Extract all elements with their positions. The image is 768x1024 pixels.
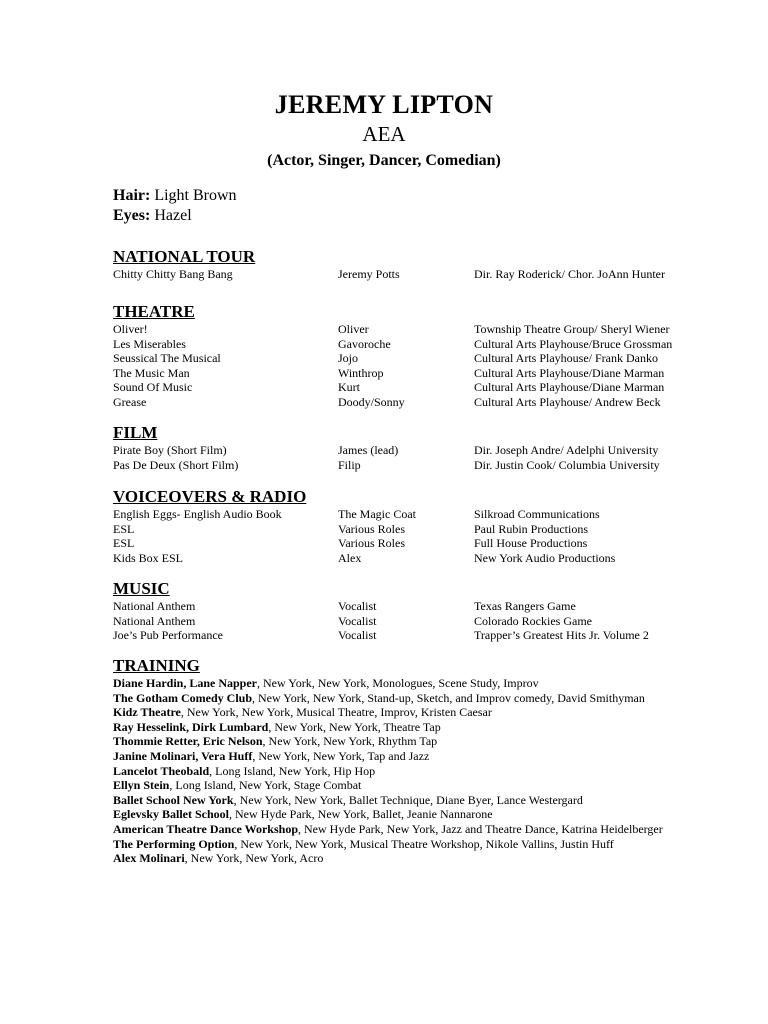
training-item (113, 778, 673, 793)
credit-row (113, 522, 713, 537)
section-title: NATIONAL TOUR (113, 247, 256, 266)
credit-role: Oliver (338, 322, 369, 336)
physical-stats (113, 186, 237, 226)
credit-row (113, 458, 713, 473)
training-detail: , New York, New York, Ballet Technique, Diane Byer, Lance Westergard (233, 792, 583, 807)
credit-company: Dir. Justin Cook/ Columbia University (474, 457, 660, 472)
training-name: The Performing Option (113, 836, 235, 851)
section-voiceovers (113, 487, 713, 565)
credit-row (113, 536, 713, 551)
section-title: FILM (113, 423, 158, 442)
training-name: Diane Hardin, Lane Napper (113, 676, 258, 690)
section-national-tour (113, 247, 713, 282)
training-item (113, 793, 673, 808)
credit-title: Pas De Deux (Short Film) (113, 457, 239, 472)
section-title: TRAINING (113, 656, 200, 675)
section-music (113, 579, 713, 643)
credit-role: Vocalist (338, 599, 377, 613)
credit-role: Gavoroche (338, 336, 391, 351)
credit-title: ESL (113, 536, 135, 551)
credit-title: Kids Box ESL (113, 550, 184, 565)
credit-title: Pirate Boy (Short Film) (113, 443, 227, 457)
training-detail: , Long Island, New York, Stage Combat (169, 778, 362, 793)
credit-row (113, 599, 713, 614)
hair-label: Hair: (113, 187, 151, 204)
training-name: Ray Hesselink, Dirk Lumbard (113, 719, 269, 734)
credit-role: Various Roles (338, 521, 405, 536)
credit-row (113, 443, 713, 458)
credit-role: Alex (338, 550, 362, 565)
training-name: Janine Molinari, Vera Huff (113, 748, 253, 763)
training-item (113, 676, 673, 691)
credit-title: Chitty Chitty Bang Bang (113, 267, 233, 281)
credit-role: Jeremy Potts (338, 267, 400, 281)
credit-row (113, 507, 713, 522)
training-name: Alex Molinari (113, 851, 185, 866)
credit-title: Grease (113, 394, 147, 409)
training-name: Ballet School New York (113, 792, 234, 807)
credit-rows (113, 322, 713, 410)
credit-title: The Music Man (113, 365, 190, 380)
credit-role: Various Roles (338, 536, 405, 551)
training-detail: , New Hyde Park, New York, Jazz and Theatre Dance, Katrina Heidelberger (298, 821, 663, 836)
training-item (113, 691, 673, 706)
credit-row (113, 322, 713, 337)
training-item (113, 705, 673, 720)
credit-role: Doody/Sonny (338, 394, 405, 409)
credit-title: English Eggs- English Audio Book (113, 507, 282, 521)
credit-company: Dir. Joseph Andre/ Adelphi University (474, 443, 659, 457)
credit-rows (113, 507, 713, 565)
credit-role: Kurt (338, 380, 360, 395)
credit-title: National Anthem (113, 613, 196, 628)
section-title: THEATRE (113, 302, 195, 321)
training-name: The Gotham Comedy Club (113, 690, 253, 705)
training-detail: , New York, New York, Stand-up, Sketch, and Improv comedy, David Smithyman (252, 690, 645, 705)
training-item (113, 734, 673, 749)
credit-role: Vocalist (338, 613, 377, 628)
credit-title: Seussical The Musical (113, 351, 221, 366)
training-item (113, 851, 673, 866)
training-detail: , New York, New York, Rhythm Tap (262, 734, 438, 749)
performer-name: JEREMY LIPTON (274, 90, 494, 119)
section-film (113, 423, 713, 472)
training-item (113, 837, 673, 852)
credit-company: Cultural Arts Playhouse/ Andrew Beck (474, 394, 661, 409)
training-item (113, 822, 673, 837)
credit-rows (113, 267, 713, 282)
credit-company: Township Theatre Group/ Sheryl Wiener (474, 322, 670, 336)
hair-value: Light Brown (150, 187, 237, 204)
training-item (113, 807, 673, 822)
credit-row (113, 267, 713, 282)
training-item (113, 764, 673, 779)
training-name: Kidz Theatre (113, 705, 181, 720)
training-detail: , New Hyde Park, New York, Ballet, Jeanie Nannarone (229, 807, 493, 822)
credit-row (113, 551, 713, 566)
section-title: MUSIC (113, 579, 170, 598)
training-name: Eglevsky Ballet School (113, 807, 230, 822)
union-affiliation: AEA (362, 122, 406, 146)
credit-company: Full House Productions (474, 536, 588, 551)
training-name: Lancelot Theobald (113, 763, 210, 778)
credit-company: New York Audio Productions (474, 550, 616, 565)
training-name: American Theatre Dance Workshop (113, 821, 298, 836)
credit-row (113, 614, 713, 629)
credit-company: Paul Rubin Productions (474, 521, 589, 536)
credit-company: Cultural Arts Playhouse/Diane Marman (474, 365, 665, 380)
credit-row (113, 351, 713, 366)
credit-role: The Magic Coat (338, 507, 416, 521)
eyes-value: Hazel (150, 207, 192, 224)
credit-title: Sound Of Music (113, 380, 193, 395)
credit-company: Dir. Ray Roderick/ Chor. JoAnn Hunter (474, 267, 665, 281)
training-detail: , New York, New York, Acro (184, 851, 324, 866)
training-detail: , New York, New York, Theatre Tap (268, 719, 441, 734)
credit-row (113, 380, 713, 395)
credit-rows (113, 599, 713, 643)
credit-company: Cultural Arts Playhouse/Bruce Grossman (474, 336, 673, 351)
credit-row (113, 337, 713, 352)
training-item (113, 749, 673, 764)
credit-role: Winthrop (338, 365, 384, 380)
credit-role: James (lead) (338, 443, 399, 457)
credit-rows (113, 443, 713, 472)
hair-line (113, 186, 237, 206)
credit-title: Joe’s Pub Performance (113, 628, 223, 643)
credit-row (113, 395, 713, 410)
training-detail: , New York, New York, Musical Theatre, Improv, Kristen Caesar (180, 705, 492, 720)
performer-roles: (Actor, Singer, Dancer, Comedian) (267, 152, 501, 169)
credit-company: Colorado Rockies Game (474, 613, 592, 628)
training-detail: , New York, New York, Monologues, Scene Study, Improv (257, 676, 539, 690)
training-name: Ellyn Stein (113, 778, 170, 793)
credit-company: Cultural Arts Playhouse/Diane Marman (474, 380, 665, 395)
training-item (113, 720, 673, 735)
credit-role: Vocalist (338, 628, 377, 643)
credit-company: Cultural Arts Playhouse/ Frank Danko (474, 351, 658, 366)
resume-header (0, 90, 768, 171)
credit-role: Jojo (338, 351, 359, 366)
eyes-label: Eyes: (113, 207, 151, 224)
credit-company: Trapper’s Greatest Hits Jr. Volume 2 (474, 628, 649, 643)
credit-company: Silkroad Communications (474, 507, 600, 521)
training-detail: , New York, New York, Musical Theatre Workshop, Nikole Vallins, Justin Huff (234, 836, 614, 851)
credit-row (113, 366, 713, 381)
credit-row (113, 628, 713, 643)
eyes-line (113, 206, 237, 226)
credit-title: National Anthem (113, 599, 196, 613)
training-name: Thommie Retter, Eric Nelson (113, 734, 263, 749)
training-detail: , New York, New York, Tap and Jazz (252, 748, 430, 763)
credit-title: ESL (113, 521, 135, 536)
section-training (113, 656, 673, 866)
credit-company: Texas Rangers Game (474, 599, 576, 613)
credit-title: Les Miserables (113, 336, 186, 351)
credit-title: Oliver! (113, 322, 148, 336)
training-list (113, 676, 673, 866)
training-detail: , Long Island, New York, Hip Hop (209, 763, 376, 778)
section-theatre (113, 302, 713, 410)
section-title: VOICEOVERS & RADIO (113, 487, 307, 506)
credit-role: Filip (338, 457, 361, 472)
